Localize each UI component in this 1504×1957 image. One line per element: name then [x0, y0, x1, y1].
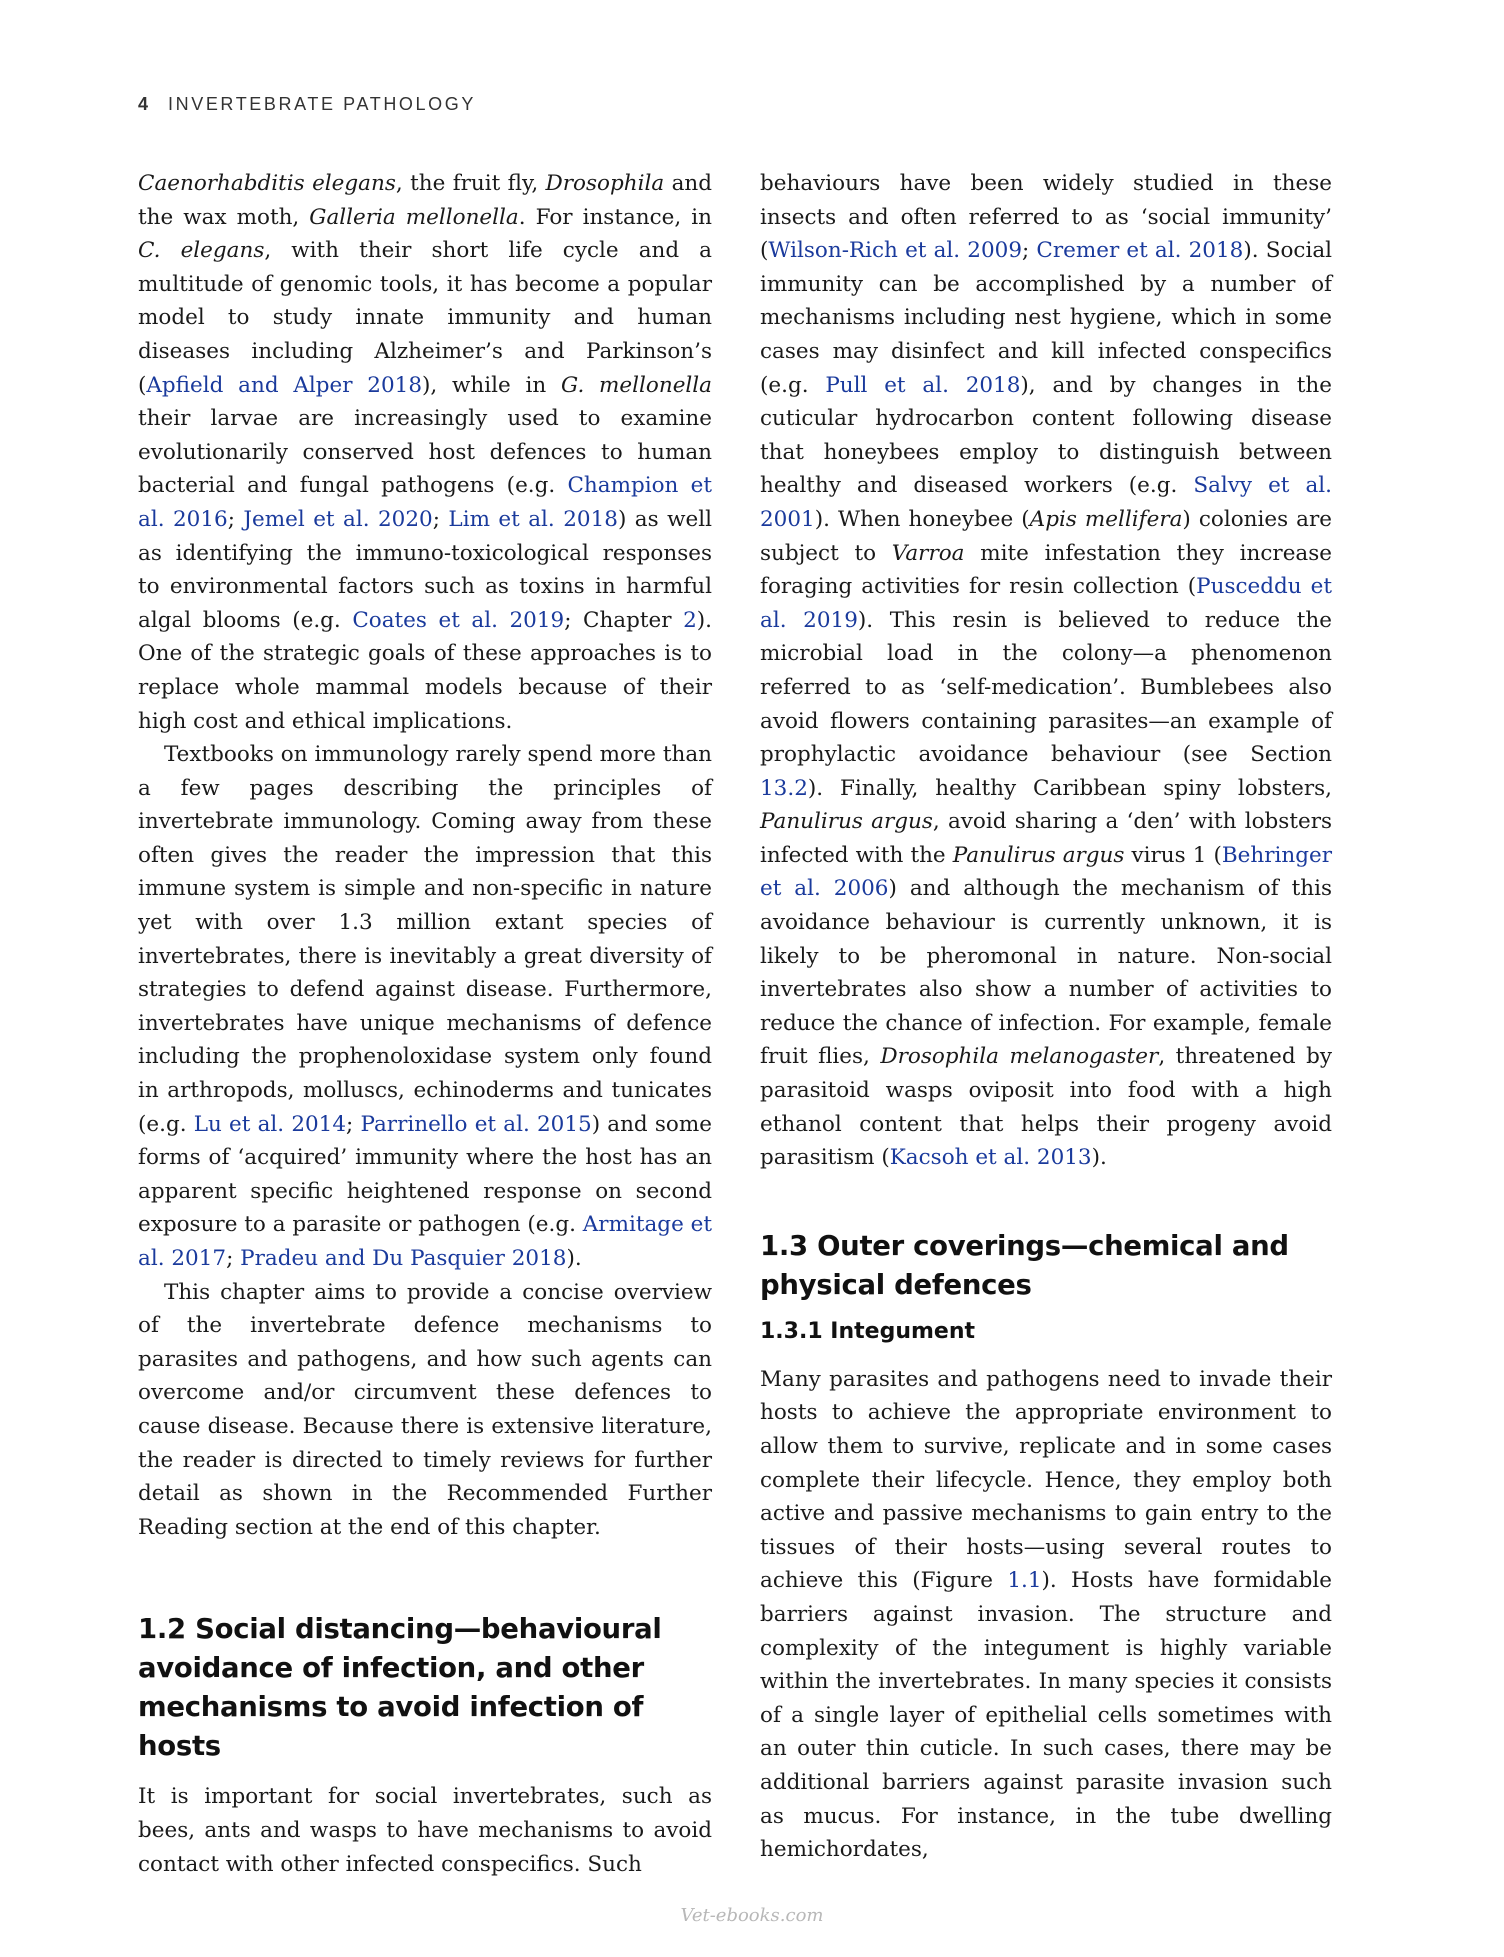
paragraph: This chapter aims to provide a concise overview of the invertebrate defence mechanisms to parasites and pathogens, and how such agents can overcome and/or circumvent these defences to cause disease. Because there is extensive literature, the reader is directed to timely reviews for further detail as shown in the Recommended Further Reading section at the end of this chapter. — [138, 1279, 712, 1540]
italic-term: Varroa — [891, 540, 965, 566]
citation-link[interactable]: Pull et al. 2018 — [825, 372, 1021, 398]
right-column — [760, 167, 1332, 1867]
citation-link[interactable]: Pusceddu et al. 2019 — [760, 574, 1332, 633]
italic-term: Panulirus argus — [760, 809, 933, 835]
citation-link[interactable]: Apfield and Alper 2018 — [146, 372, 423, 398]
citation-link[interactable]: Champion et al. 2016 — [138, 473, 712, 532]
left-column — [138, 167, 712, 1881]
citation-link[interactable]: Jemel et al. 2020 — [243, 506, 433, 532]
paragraph: Caenorhabditis elegans, the fruit fly, Drosophila and the wax moth, Galleria mellonella. For instance, in C. elegans, with their short life cycle and a multitude of genomic tools, it has become a popular model to study innate immunity and human diseases including Alzheimer’s and Parkinson’s (Apfield and Alper 2018), while in G. mellonella their larvae are increasingly used to examine evolutionarily conserved host defences to human bacterial and fungal pathogens (e.g. Champion et al. 2016; Jemel et al. 2020; Lim et al. 2018) as well as identifying the immuno-toxicological responses to environmental factors such as toxins in harmful algal blooms (e.g. Coates et al. 2019; Chapter 2). One of the strategic goals of these approaches is to replace whole mammal models because of their high cost and ethical implications. — [138, 171, 713, 734]
subsection-heading-1-3-1: 1.3.1 Integument — [760, 1318, 976, 1344]
citation-link[interactable]: 1.1 — [1007, 1568, 1042, 1594]
running-title: INVERTEBRATE PATHOLOGY — [168, 94, 476, 114]
italic-term: Caenorhabditis elegans — [138, 171, 396, 196]
italic-term: Apis mellifera — [1029, 506, 1183, 532]
paragraph: Textbooks on immunology rarely spend more than a few pages describing the principles of invertebrate immunology. Coming away from these often gives the reader the impression that this immune system is simple and non-specific in nature yet with over 1.3 million extant species of invertebrates, there is inevitably a great diversity of strategies to defend against disease. Furthermore, invertebrates have unique mechanisms of defence including the prophenoloxidase system only found in arthropods, molluscs, echinoderms and tunicates (e.g. Lu et al. 2014; Parrinello et al. 2015) and some forms of ‘acquired’ immunity where the host has an apparent specific heightened response on second exposure to a parasite or pathogen (e.g. Armitage et al. 2017; Pradeu and Du Pasquier 2018). — [138, 742, 712, 1271]
page-number: 4 — [138, 94, 149, 114]
italic-term: G. mellonella — [561, 372, 712, 398]
paragraph: It is important for social invertebrates, such as bees, ants and wasps to have mechanisms to avoid contact with other infected conspecifics. Such — [138, 1784, 712, 1877]
watermark: Vet-ebooks.com — [680, 1905, 824, 1926]
italic-term: Drosophila — [545, 171, 665, 196]
citation-link[interactable]: Pradeu and Du Pasquier 2018 — [240, 1246, 567, 1271]
citation-link[interactable]: Cremer et al. 2018 — [1036, 238, 1244, 264]
italic-term: Drosophila melanogaster — [880, 1044, 1159, 1070]
paragraph: behaviours have been widely studied in these insects and often referred to as ‘social immunity’ (Wilson-Rich et al. 2009; Cremer et al. 2018). Social immunity can be accomplished by a number of mechanisms including nest hygiene, which in some cases may disinfect and kill infected conspecifics (e.g. Pull et al. 2018), and by changes in the cuticular hydrocarbon content following disease that honeybees employ to distinguish between healthy and diseased workers (e.g. Salvy et al. 2001). When honeybee (Apis mellifera) colonies are subject to Varroa mite infestation they increase foraging activities for resin collection (Pusceddu et al. 2019). This resin is believed to reduce the microbial load in the colony—a phenomenon referred to as ‘self-medication’. Bumblebees also avoid flowers containing parasites—an example of prophylactic avoidance behaviour (see Section 13.2). Finally, healthy Caribbean spiny lobsters, Panulirus argus, avoid sharing a ‘den’ with lobsters infected with the Panulirus argus virus 1 (Behringer et al. 2006) and although the mechanism of this avoidance behaviour is currently unknown, it is likely to be pheromonal in nature. Non-social invertebrates also show a number of activities to reduce the chance of infection. For example, female fruit flies, Drosophila melanogaster, threatened by parasitoid wasps oviposit into food with a high ethanol content that helps their progeny avoid parasitism (Kacsoh et al. 2013). — [760, 171, 1333, 1171]
citation-link[interactable]: Wilson-Rich et al. 2009 — [768, 238, 1022, 264]
paragraph: Many parasites and pathogens need to invade their hosts to achieve the appropriate environment to allow them to survive, replicate and in some cases complete their lifecycle. Hence, they employ both active and passive mechanisms to gain entry to the tissues of their hosts—using several routes to achieve this (Figure 1.1). Hosts have formidable barriers against invasion. The structure and complexity of the integument is highly variable within the invertebrates. In many species it consists of a single layer of epithelial cells sometimes with an outer thin cuticle. In such cases, there may be additional barriers against parasite invasion such as mucus. For instance, in the tube dwelling hemichordates, — [760, 1366, 1332, 1863]
citation-link[interactable]: Kacsoh et al. 2013 — [889, 1145, 1092, 1171]
section-heading-1-2: 1.2 Social distancing—behavioural avoidance of infection, and other mechanisms to avoid infection of hosts — [138, 1613, 662, 1763]
citation-link[interactable]: Coates et al. 2019 — [352, 607, 565, 633]
citation-link[interactable]: Lu et al. 2014 — [193, 1111, 347, 1137]
citation-link[interactable]: 13.2 — [760, 775, 808, 801]
italic-term: Galleria mellonella — [309, 204, 519, 230]
citation-link[interactable]: Behringer et al. 2006 — [760, 842, 1332, 902]
running-head — [138, 94, 476, 115]
citation-link[interactable]: Salvy et al. 2001 — [760, 473, 1332, 532]
citation-link[interactable]: Armitage et al. 2017 — [138, 1212, 712, 1271]
citation-link[interactable]: 2 — [683, 607, 697, 633]
citation-link[interactable]: Lim et al. 2018 — [448, 506, 618, 532]
citation-link[interactable]: Parrinello et al. 2015 — [360, 1111, 592, 1137]
italic-term: C. elegans — [138, 238, 265, 264]
section-heading-1-3: 1.3 Outer coverings—chemical and physical defences — [760, 1229, 1289, 1301]
italic-term: Panulirus argus — [952, 842, 1125, 868]
